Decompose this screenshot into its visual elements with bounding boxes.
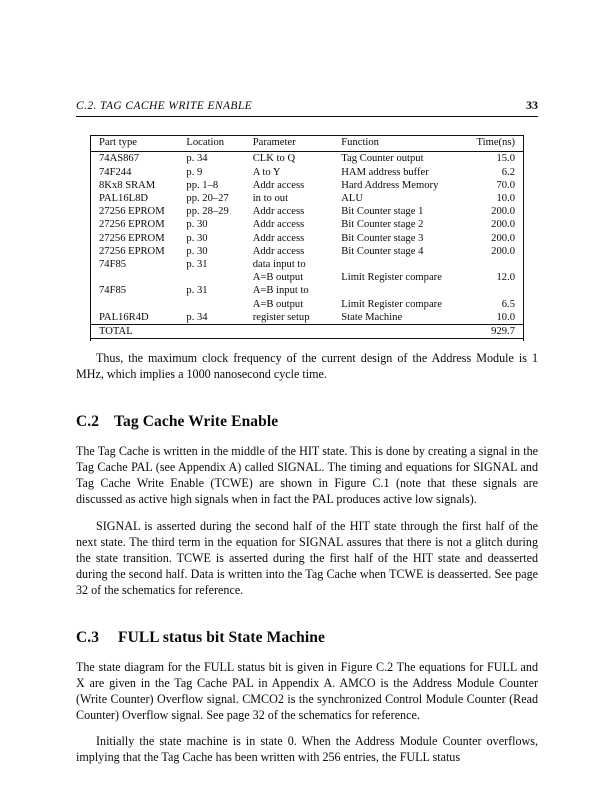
table-header-part-type: Part type xyxy=(91,136,183,150)
section-c2-paragraph-1: The Tag Cache is written in the middle of the HIT state. This is done by creating a signal in the Tag Cache PAL (see Appendix A) called SIGNAL. The timing and equations for SIGNAL and Tag Cache Write Enable (TCWE) are shown in Figure C.1 (note that these signals are discussed as active high signals when in fact the PAL produces active low signals). xyxy=(76,444,538,506)
page-number: 33 xyxy=(526,98,538,112)
table-row xyxy=(91,284,524,297)
cell-function: HAM address buffer xyxy=(341,166,429,178)
section-heading-c2 xyxy=(76,413,538,431)
table-header-parameter: Parameter xyxy=(249,136,338,150)
total-value: 929.7 xyxy=(473,324,524,338)
cell-time: 200.0 xyxy=(473,245,524,258)
cell-time: 10.0 xyxy=(473,311,524,325)
cell-location: p. 31 xyxy=(186,285,208,297)
cell-location: p. 30 xyxy=(186,245,208,257)
cell-time: 200.0 xyxy=(473,232,524,245)
cell-parameter: Addr access xyxy=(252,179,305,191)
cell-parameter: CLK to Q xyxy=(252,153,296,165)
cell-parameter: A=B output xyxy=(252,298,304,310)
page-content xyxy=(76,98,538,766)
cell-part-type xyxy=(91,297,183,310)
cell-function: Tag Counter output xyxy=(341,153,424,165)
cell-part-type xyxy=(91,271,183,284)
cell-time: 200.0 xyxy=(473,218,524,231)
section-c3-paragraph-2: Initially the state machine is in state 0. When the Address Module Counter overflows, implying that the Tag Cache has been written with 256 entries, the FULL status xyxy=(76,734,538,765)
cell-part-type: 27256 EPROM xyxy=(91,232,183,245)
cell-parameter: Addr access xyxy=(252,206,305,218)
cell-part-type: 8Kx8 SRAM xyxy=(91,179,183,192)
cell-function: State Machine xyxy=(341,311,403,323)
table-row xyxy=(91,166,524,179)
table-header-location: Location xyxy=(182,136,248,150)
section-heading-c3 xyxy=(76,629,538,647)
cell-function: Hard Address Memory xyxy=(341,179,439,191)
table-total-row xyxy=(91,324,524,338)
table-row xyxy=(91,152,524,166)
cell-time: 6.5 xyxy=(473,297,524,310)
cell-location: pp. 1–8 xyxy=(186,179,219,191)
total-label: TOTAL xyxy=(91,324,183,338)
cell-location: p. 34 xyxy=(186,311,208,323)
table-row xyxy=(91,297,524,310)
cell-parameter: Addr access xyxy=(252,219,305,231)
cell-part-type: 74AS867 xyxy=(91,152,183,166)
table-row xyxy=(91,218,524,231)
cell-location: p. 30 xyxy=(186,219,208,231)
table-row xyxy=(91,311,524,325)
section-title: FULL status bit State Machine xyxy=(118,628,325,646)
cell-location: p. 31 xyxy=(186,258,208,270)
cell-function: Limit Register compare xyxy=(341,272,442,284)
table-row xyxy=(91,179,524,192)
cell-location xyxy=(182,297,248,310)
table-row xyxy=(91,258,524,271)
cell-location: p. 34 xyxy=(186,153,208,165)
cell-part-type: 27256 EPROM xyxy=(91,205,183,218)
cell-location: p. 9 xyxy=(186,166,203,178)
section-number: C.2 xyxy=(76,413,100,431)
running-head xyxy=(76,98,538,113)
table-header-time: Time(ns) xyxy=(473,136,524,150)
table-header-function: Function xyxy=(337,136,472,150)
running-head-title: C.2. TAG CACHE WRITE ENABLE xyxy=(76,100,253,112)
cell-time xyxy=(473,284,524,297)
cell-function xyxy=(337,258,472,271)
cell-part-type: PAL16L8D xyxy=(91,192,183,205)
cell-time: 15.0 xyxy=(473,152,524,166)
cell-time xyxy=(473,258,524,271)
table-row xyxy=(91,271,524,284)
cell-part-type: PAL16R4D xyxy=(91,311,183,325)
cell-part-type: 27256 EPROM xyxy=(91,218,183,231)
cell-function: Bit Counter stage 4 xyxy=(341,245,424,257)
table-row xyxy=(91,245,524,258)
section-c2-paragraph-2: SIGNAL is asserted during the second half of the HIT state through the first half of the next state. The third term in the equation for SIGNAL assures that there is not a glitch during the state transition. TCWE is asserted during the first half of the HIT state and deasserted during the second half. Data is written into the Tag Cache when TCWE is deasserted. See page 32 of the schematics for reference. xyxy=(76,518,538,597)
cell-function: Limit Register compare xyxy=(341,298,442,310)
cell-parameter: Addr access xyxy=(252,245,305,257)
cell-location xyxy=(182,271,248,284)
cell-function: ALU xyxy=(341,193,364,205)
cell-function: Bit Counter stage 1 xyxy=(341,206,424,218)
cell-location: pp. 28–29 xyxy=(186,206,229,218)
cell-location: pp. 20–27 xyxy=(186,193,229,205)
cell-function: Bit Counter stage 3 xyxy=(341,232,424,244)
cell-parameter: A=B output xyxy=(252,272,304,284)
cell-parameter: register setup xyxy=(252,311,310,323)
cell-time: 10.0 xyxy=(473,192,524,205)
table-row xyxy=(91,232,524,245)
header-rule xyxy=(76,116,538,117)
cell-function xyxy=(337,284,472,297)
section-c3-paragraph-1: The state diagram for the FULL status bit is given in Figure C.2 The equations for FULL and X are given in the Tag Cache PAL in Appendix A. AMCO is the Address Module Counter (Write Counter) Overflow signal. CMCO2 is the synchronized Control Module Counter (Read Counter) Overflow signal. See page 32 of the schematics for reference. xyxy=(76,659,538,722)
cell-location: p. 30 xyxy=(186,232,208,244)
cell-parameter: data input to xyxy=(252,258,306,270)
cell-function: Bit Counter stage 2 xyxy=(341,219,424,231)
cell-parameter: A to Y xyxy=(252,166,281,178)
section-title: Tag Cache Write Enable xyxy=(114,413,279,431)
cell-time: 12.0 xyxy=(473,271,524,284)
cell-parameter: A=B input to xyxy=(252,285,309,297)
cell-part-type: 74F244 xyxy=(91,166,183,179)
timing-table xyxy=(90,135,524,341)
paragraph-after-table: Thus, the maximum clock frequency of the current design of the Address Module is 1 MHz, which implies a 1000 nanosecond cycle time. xyxy=(76,351,538,382)
table-row xyxy=(91,192,524,205)
section-number: C.3 xyxy=(76,628,100,646)
cell-part-type: 27256 EPROM xyxy=(91,245,183,258)
cell-time: 6.2 xyxy=(473,166,524,179)
cell-part-type: 74F85 xyxy=(91,284,183,297)
cell-time: 200.0 xyxy=(473,205,524,218)
table-header-row xyxy=(91,136,524,150)
cell-parameter: Addr access xyxy=(252,232,305,244)
cell-part-type: 74F85 xyxy=(91,258,183,271)
table-bottom-rule xyxy=(91,339,524,342)
cell-parameter: in to out xyxy=(252,193,289,205)
table-row xyxy=(91,205,524,218)
cell-time: 70.0 xyxy=(473,179,524,192)
